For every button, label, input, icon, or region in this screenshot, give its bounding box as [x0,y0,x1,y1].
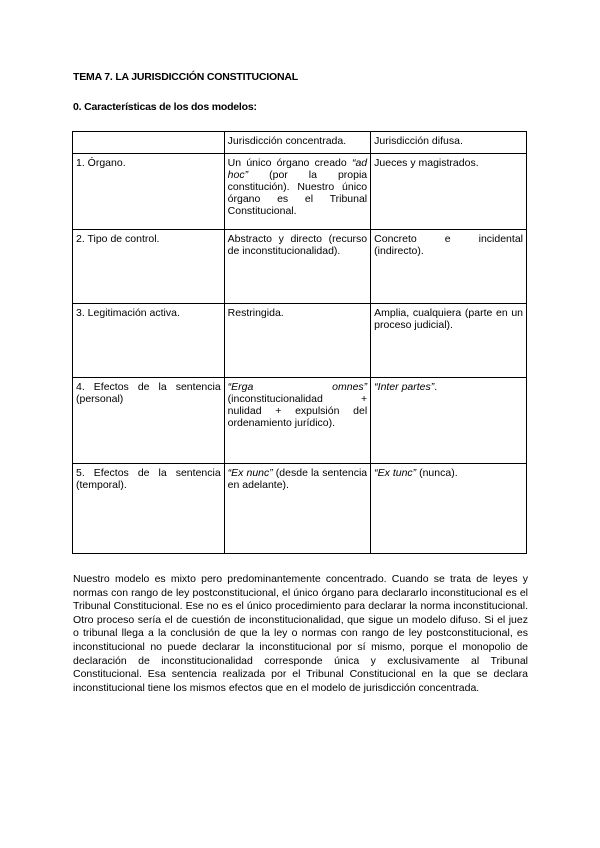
body-paragraph: Nuestro modelo es mixto pero predominantemente concentrado. Cuando se trata de leyes y normas con rango de ley postconstitucional, el único órgano para declararlo inconstitucional es el Tribunal Constitucional. Ese no es el único procedimiento para declarar la norma inconstitucional. Otro proceso sería el de cuestión de inconstitucionalidad, que sigue un modelo difuso. Si el juez o tribunal llega a la conclusión de que la ley o normas con rango de ley postconstitucional, es inconstitucional no puede declarar la inconstitucional por sí mismo, porque el monopolio de declaración de inconstitucionalidad corresponde única y exclusivamente al Tribunal Constitucional. Esa sentencia realizada por el Tribunal Constitucional en la que se declara inconstitucional tiene los mismos efectos que en el modelo de jurisdicción concentrada. [73,573,528,694]
section-heading: 0. Características de los dos modelos: [73,101,257,113]
cell-difusa [371,154,527,230]
cell-difusa [371,304,527,378]
header-cell-empty [73,132,225,154]
header-cell-concentrada: Jurisdicción concentrada. [224,132,370,154]
cell-italic-text: “Ex nunc” [227,467,273,479]
cell-concentrada [224,378,370,464]
row-label: 1. Órgano. [73,154,225,230]
cell-text: Abstracto y directo (recurso de inconstitucionalidad). [227,233,368,257]
cell-concentrada [224,304,370,378]
cell-concentrada [224,154,370,230]
cell-italic-text: “Inter partes” [374,381,435,393]
cell-difusa [371,378,527,464]
cell-text: Jueces y magistrados. [374,157,479,169]
table-row [73,230,527,304]
document-title: TEMA 7. LA JURISDICCIÓN CONSTITUCIONAL [73,71,298,83]
models-comparison-table [72,131,527,554]
cell-text: Concreto e incidental (indirecto). [374,233,523,257]
cell-italic-text: “Ex tunc” [374,467,417,479]
cell-difusa [371,230,527,304]
cell-text: (inconstitucionalidad + nulidad + expulsión del ordenamiento jurídico). [227,393,368,429]
cell-text: (nunca). [416,467,458,479]
cell-concentrada [224,230,370,304]
cell-italic-text: “ad hoc” [227,157,368,181]
cell-concentrada [224,464,370,554]
cell-text: (por la propia constitución). Nuestro único órgano es el Tribunal Constitucional. [227,169,368,217]
cell-text: Un único órgano creado [227,157,352,169]
row-label: 4. Efectos de la sentencia (personal) [73,378,225,464]
cell-italic-text: “Erga omnes” [227,381,368,393]
table-header-row [73,132,527,154]
cell-text: Amplia, cualquiera (parte en un proceso judicial). [374,307,523,331]
cell-text: (desde la sentencia en adelante). [227,467,368,491]
table-row [73,464,527,554]
cell-difusa [371,464,527,554]
row-label: 3. Legitimación activa. [73,304,225,378]
cell-text: . [434,381,438,393]
row-label: 2. Tipo de control. [73,230,225,304]
cell-text: Restringida. [227,307,284,319]
table-row [73,154,527,230]
table-row [73,378,527,464]
table-row [73,304,527,378]
row-label: 5. Efectos de la sentencia (temporal). [73,464,225,554]
header-cell-difusa: Jurisdicción difusa. [371,132,527,154]
